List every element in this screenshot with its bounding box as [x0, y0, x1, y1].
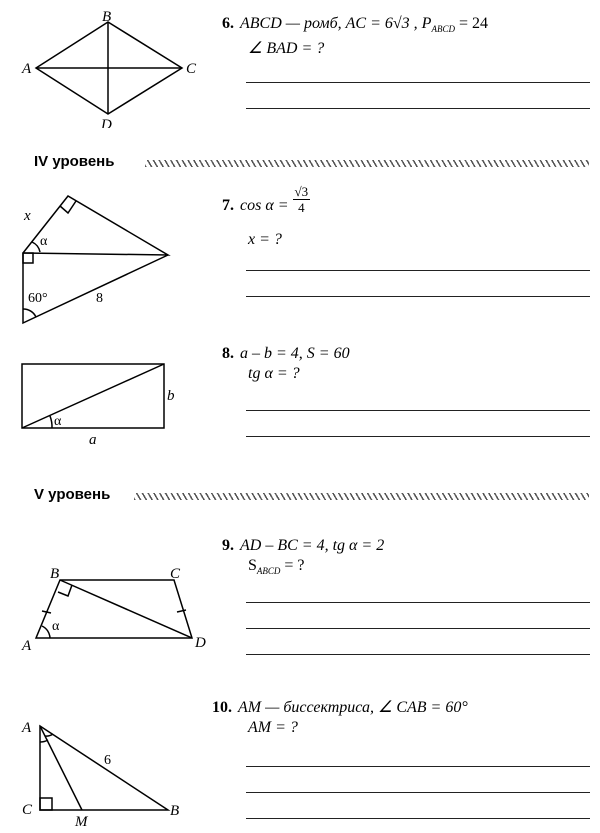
side-label-x: x — [24, 208, 31, 224]
problem-question: tg α = ? — [248, 365, 300, 382]
problem-number: 7. — [222, 197, 234, 214]
problem-9 — [222, 536, 384, 581]
answer-line[interactable] — [246, 410, 590, 411]
problem-question: ∠ BAD = ? — [248, 40, 325, 58]
vertex-label-b: B — [102, 9, 112, 25]
problem-condition: AM — биссектриса, ∠ CAB = 60° — [238, 699, 468, 716]
answer-line[interactable] — [246, 82, 590, 83]
problem-condition: ABCD — ромб, AC = 6√3 , P — [240, 15, 432, 32]
trapezoid-figure-9 — [14, 566, 214, 656]
point-label-m: M — [75, 814, 88, 827]
level-heading-iv: IV уровень — [34, 153, 115, 170]
vertex-label-b: B — [170, 803, 180, 819]
fraction-numerator: √3 — [294, 183, 309, 199]
problem-number: 8. — [222, 345, 234, 362]
answer-line[interactable] — [246, 766, 590, 767]
side-label-8: 8 — [96, 291, 103, 306]
problem-question: AM = ? — [248, 719, 298, 736]
problem-7-question: x = ? — [248, 231, 282, 248]
answer-line[interactable] — [246, 108, 590, 109]
problem-10 — [212, 698, 468, 738]
answer-line[interactable] — [246, 270, 590, 271]
problem-condition: cos α = — [240, 197, 293, 214]
angle-label-alpha: α — [54, 414, 62, 429]
fraction-denominator: 4 — [298, 199, 305, 215]
vertex-label-a: A — [22, 638, 32, 654]
problem-number: 9. — [222, 537, 234, 554]
side-label-a: a — [89, 432, 97, 448]
fraction — [293, 184, 311, 215]
answer-line[interactable] — [246, 602, 590, 603]
triangle-figure-7 — [10, 188, 185, 330]
problem-8 — [222, 344, 350, 384]
answer-line[interactable] — [246, 818, 590, 819]
answer-line[interactable] — [246, 792, 590, 793]
angle-label-60: 60° — [28, 291, 48, 306]
answer-line[interactable] — [246, 654, 590, 655]
answer-line[interactable] — [246, 436, 590, 437]
problem-condition: a – b = 4, S = 60 — [240, 345, 350, 362]
vertex-label-c: C — [186, 61, 197, 77]
vertex-label-d: D — [101, 117, 112, 128]
problem-6 — [222, 14, 488, 59]
level-heading-v: V уровень — [34, 486, 111, 503]
problem-number: 10. — [212, 699, 232, 716]
perimeter-subscript: ABCD — [431, 24, 455, 35]
side-label-b: b — [167, 388, 175, 404]
vertex-label-a: A — [22, 61, 32, 77]
angle-label-alpha: α — [52, 619, 60, 634]
problem-condition: AD – BC = 4, tg α = 2 — [240, 537, 385, 554]
vertex-label-a: A — [22, 720, 32, 736]
problem-condition-end: = 24 — [454, 15, 488, 32]
side-label-6: 6 — [104, 753, 111, 768]
vertex-label-c: C — [170, 566, 181, 582]
answer-line[interactable] — [246, 628, 590, 629]
triangle-figure-10 — [8, 712, 193, 827]
problem-question: $S_{ABCD}$ = ? — [248, 557, 305, 577]
vertex-label-d: D — [195, 635, 206, 651]
vertex-label-c: C — [22, 802, 33, 818]
level-divider — [134, 493, 589, 500]
rhombus-figure — [20, 8, 210, 128]
level-divider — [145, 160, 589, 167]
vertex-label-b: B — [50, 566, 60, 582]
rectangle-figure-8 — [10, 356, 195, 448]
area-subscript: ABCD — [256, 566, 281, 577]
problem-number: 6. — [222, 15, 234, 32]
problem-7 — [222, 183, 310, 216]
angle-label-alpha: α — [40, 234, 48, 249]
answer-line[interactable] — [246, 296, 590, 297]
